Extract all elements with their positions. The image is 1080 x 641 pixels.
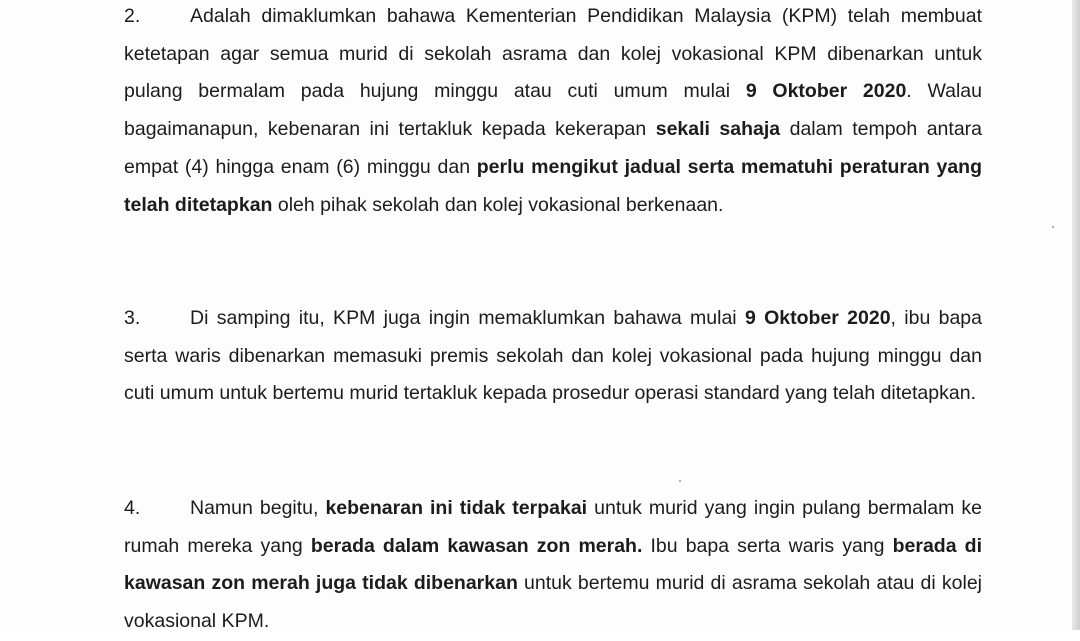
- scan-speck: [679, 480, 681, 482]
- bold-text-segment: berada di kawasan zon merah juga tidak dibenarkan: [124, 534, 982, 595]
- paragraph-3: [124, 300, 982, 413]
- text-segment: . Walau bagaimanapun, kebenaran ini tertakluk kepada kekerapan: [124, 80, 982, 141]
- text-segment: Di samping itu, KPM juga ingin memaklumkan bahawa mulai: [190, 307, 745, 329]
- text-segment: , ibu bapa serta waris dibenarkan memasuki premis sekolah dan kolej vokasional pada hujung minggu dan cuti umum untuk bertemu murid tertakluk kepada prosedur operasi standard yang telah ditetapkan.: [124, 307, 982, 405]
- text-segment: Ibu bapa serta waris yang: [642, 534, 893, 557]
- bold-text-segment: sekali sahaja: [655, 118, 781, 141]
- paragraph-text: [124, 497, 982, 632]
- scan-speck: [1052, 226, 1054, 228]
- paragraph-text: [124, 5, 982, 216]
- paragraph-4: [124, 490, 982, 641]
- text-segment: untuk murid yang ingin pulang bermalam ke rumah mereka yang: [124, 497, 983, 557]
- paragraph-2: [124, 0, 982, 224]
- paragraph-text: [124, 307, 982, 404]
- text-segment: Namun begitu,: [190, 497, 326, 519]
- bold-text-segment: 9 Oktober 2020: [744, 307, 891, 329]
- text-segment: untuk bertemu murid di asrama sekolah atau di kolej vokasional KPM.: [124, 572, 983, 633]
- paragraph-number: 2.: [124, 5, 141, 27]
- bold-text-segment: berada dalam kawasan zon merah.: [310, 534, 643, 557]
- bold-text-segment: kebenaran ini tidak terpakai: [325, 497, 588, 519]
- bold-text-segment: perlu mengikut jadual serta mematuhi peraturan yang telah ditetapkan: [124, 155, 982, 216]
- bold-text-segment: 9 Oktober 2020: [745, 80, 907, 103]
- paragraph-number: 3.: [124, 307, 141, 329]
- text-segment: dalam tempoh antara empat (4) hingga enam (6) minggu dan: [124, 118, 982, 178]
- page-edge-shadow: [1072, 0, 1080, 630]
- text-segment: Adalah dimaklumkan bahawa Kementerian Pendidikan Malaysia (KPM) telah membuat ketetapan agar semua murid di sekolah asrama dan kolej vokasional KPM dibenarkan untuk pulang bermalam pada hujung minggu atau cuti umum mulai: [124, 5, 982, 103]
- text-segment: oleh pihak sekolah dan kolej vokasional berkenaan.: [272, 193, 724, 216]
- paragraph-number: 4.: [124, 497, 141, 519]
